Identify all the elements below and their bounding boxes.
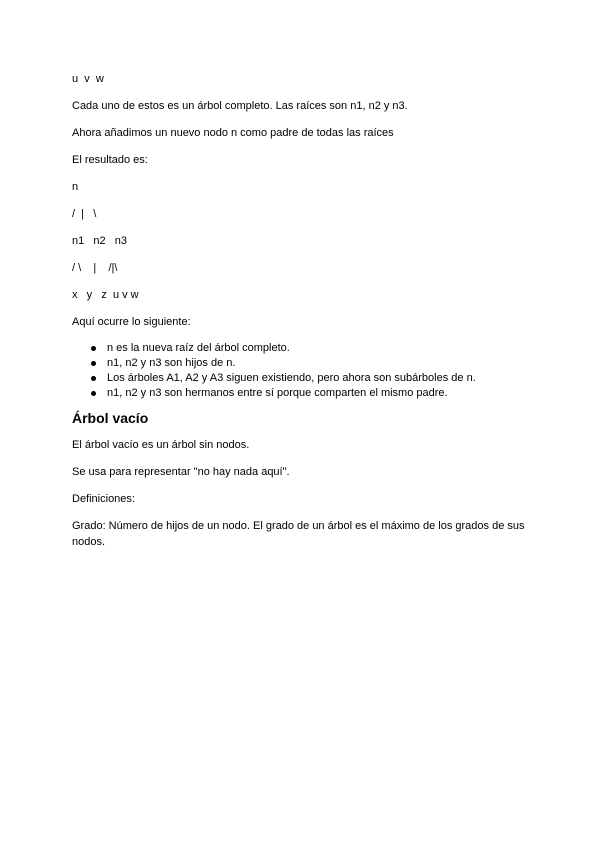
bullet-icon [91, 391, 96, 396]
paragraph-roots: Cada uno de estos es un árbol completo. Las raíces son n1, n2 y n3. [72, 100, 408, 112]
paragraph-result-intro: El resultado es: [72, 154, 148, 166]
list-item [72, 341, 532, 356]
bullet-list [72, 341, 532, 401]
paragraph-new-node: Ahora añadimos un nuevo nodo n como padre de todas las raíces [72, 127, 394, 139]
bullet-icon [91, 346, 96, 351]
tree-line-children: n1 n2 n3 [72, 235, 128, 247]
section-heading: Árbol vacío [72, 410, 149, 426]
list-item-text: n es la nueva raíz del árbol completo. [107, 342, 290, 354]
paragraph-definitions-label: Definiciones: [72, 493, 135, 505]
tree-line-branches-1: / | \ [72, 208, 97, 220]
paragraph-empty-tree-usage: Se usa para representar "no hay nada aquí". [72, 466, 290, 478]
document-page [72, 71, 532, 561]
tree-line-root: n [72, 181, 79, 193]
list-item-text: n1, n2 y n3 son hermanos entre sí porque comparten el mismo padre. [107, 387, 448, 399]
bullet-icon [91, 376, 96, 381]
paragraph-degree-definition: Grado: Número de hijos de un nodo. El grado de un árbol es el máximo de los grados de sus nodos. [72, 520, 528, 548]
bullet-icon [91, 361, 96, 366]
tree-leaves-text: u v w [72, 73, 104, 85]
paragraph-empty-tree: El árbol vacío es un árbol sin nodos. [72, 439, 250, 451]
tree-line-branches-2: / \ | /|\ [72, 262, 118, 274]
list-item-text: n1, n2 y n3 son hijos de n. [107, 357, 236, 369]
list-item [72, 371, 532, 386]
list-item-text: Los árboles A1, A2 y A3 siguen existiendo, pero ahora son subárboles de n. [107, 372, 476, 384]
tree-line-leaves: x y z u v w [72, 289, 139, 301]
list-item [72, 386, 532, 401]
list-item [72, 356, 532, 371]
paragraph-observations-intro: Aquí ocurre lo siguiente: [72, 316, 191, 328]
